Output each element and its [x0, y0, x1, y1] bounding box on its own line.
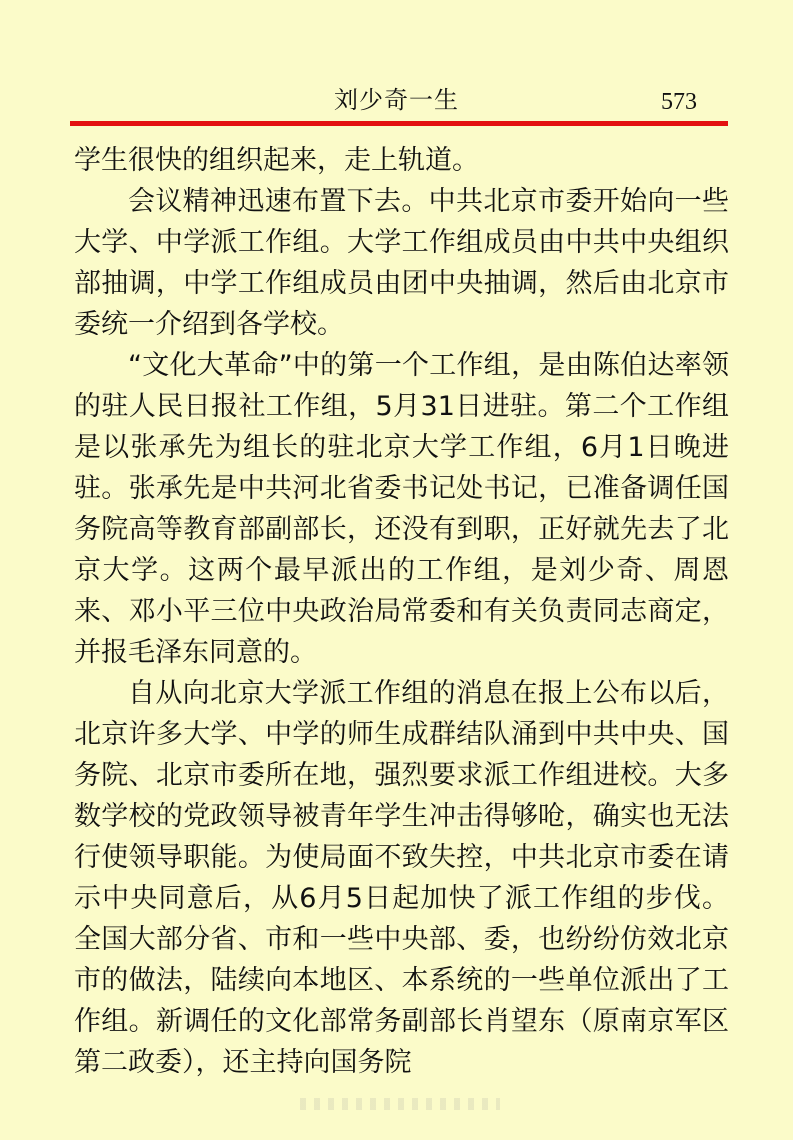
header-rule	[70, 121, 728, 126]
paragraph-continuation: 学生很快的组织起来，走上轨道。	[74, 145, 479, 176]
page-number: 573	[661, 89, 697, 115]
paragraph: 自从向北京大学派工作组的消息在报上公布以后，北京许多大学、中学的师生成群结队涌到中共中央、国务院、北京市委所在地，强烈要求派工作组进校。大多数学校的党政领导被青年学生冲击得够呛，确实也无法行使领导职能。为使局面不致失控，中共北京市委在请示中央同意后，从6月5日起加快了派工作组的步伐。全国大部分省、市和一些中央部、委，也纷纷仿效北京市的做法，陆续向本地区、本系统的一些单位派出了工作组。新调任的文化部常务副部长肖望东（原南京军区第二政委），还主持向国务院	[74, 678, 729, 1078]
paragraph: “文化大革命”中的第一个工作组，是由陈伯达率领的驻人民日报社工作组，5月31日进驻。第二个工作组是以张承先为组长的驻北京大学工作组，6月1日晚进驻。张承先是中共河北省委书记处书记，已准备调任国务院高等教育部副部长，还没有到职，正好就先去了北京大学。这两个最早派出的工作组，是刘少奇、周恩来、邓小平三位中央政治局常委和有关负责同志商定，并报毛泽东同意的。	[74, 350, 729, 668]
running-title: 刘少奇一生	[334, 86, 459, 114]
paragraph: 会议精神迅速布置下去。中共北京市委开始向一些大学、中学派工作组。大学工作组成员由中共中央组织部抽调，中学工作组成员由团中央抽调，然后由北京市委统一介绍到各学校。	[74, 186, 729, 340]
footer-faint-text	[300, 1098, 500, 1110]
body-text	[74, 140, 729, 1083]
